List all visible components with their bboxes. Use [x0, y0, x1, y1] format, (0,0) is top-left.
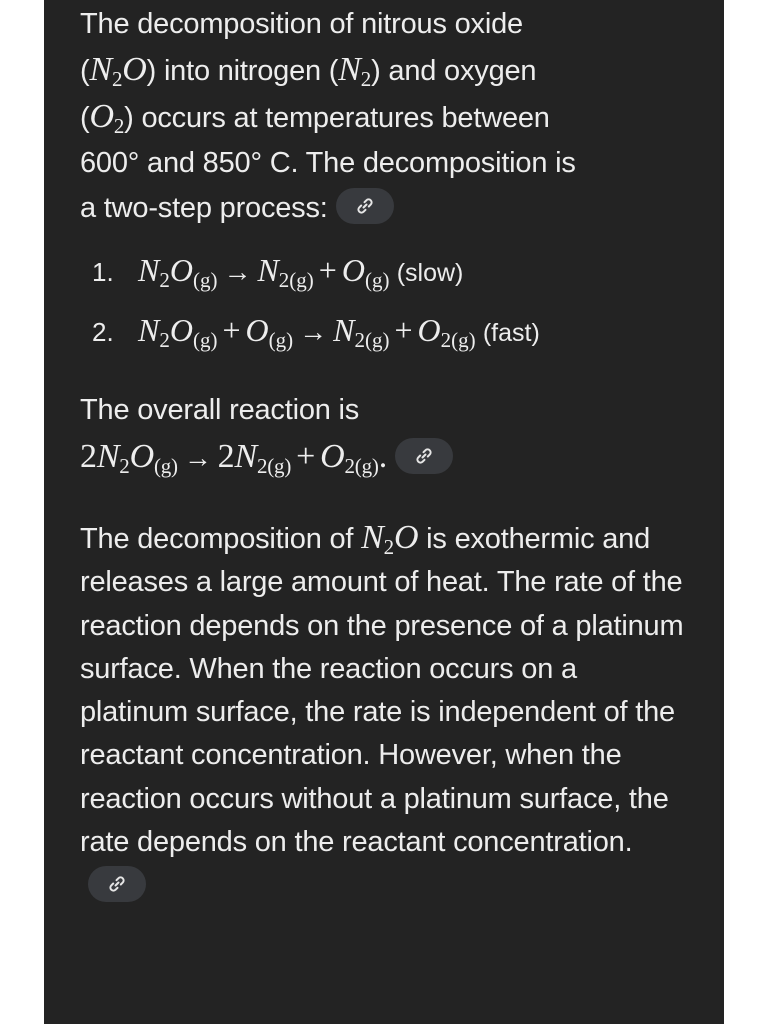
n2o-formula: $N_2O$: [361, 519, 419, 559]
overall-line-1: The overall reaction is: [80, 394, 360, 426]
overall-reaction-paragraph: [80, 388, 700, 483]
source-link-chip[interactable]: [395, 438, 453, 474]
list-item: 2. $N_2O_{(g)} + O_{(g)} \to N_{2(g)} + O_{2(g)}$ (fast): [92, 312, 540, 352]
details-body: exothermic and releases a large amount of heat. The rate of the reaction depends on the presence of a platinum surface. When the reaction occurs on a platinum surface, the rate is independent of the reactant concentration. However, when the reaction occurs without a platinum surface, the rate depends on the reactant concentration.: [80, 523, 684, 859]
source-link-chip[interactable]: [336, 188, 394, 224]
overall-equation: $2N_2O_{(g)} \to 2N_{2(g)} + O_{2(g)}$.: [80, 433, 700, 483]
intro-line-1: The decomposition of nitrous oxide: [80, 8, 523, 40]
details-end: is: [426, 523, 447, 555]
intro-line-3: $(O_2)$ occurs at temperatures between: [80, 98, 550, 138]
source-link-chip[interactable]: [88, 866, 146, 902]
details-paragraph: [80, 516, 690, 908]
link-icon: [107, 874, 127, 894]
intro-line-2: $(N_2O)$ into nitrogen $(N_2)$ and oxygen: [80, 51, 537, 91]
response-panel: [44, 0, 724, 1024]
intro-line-4: 600° and 850° C. The decomposition is: [80, 147, 576, 179]
details-start: The decomposition of: [80, 523, 354, 555]
intro-paragraph: [80, 2, 700, 231]
link-icon: [355, 196, 375, 216]
list-item: 1. $N_2O_{(g)} \to N_{2(g)} + O_{(g)}$ (slow): [92, 252, 464, 292]
link-icon: [414, 446, 434, 466]
intro-line-5: a two-step process:: [80, 186, 700, 231]
reaction-steps-list: [92, 246, 712, 366]
